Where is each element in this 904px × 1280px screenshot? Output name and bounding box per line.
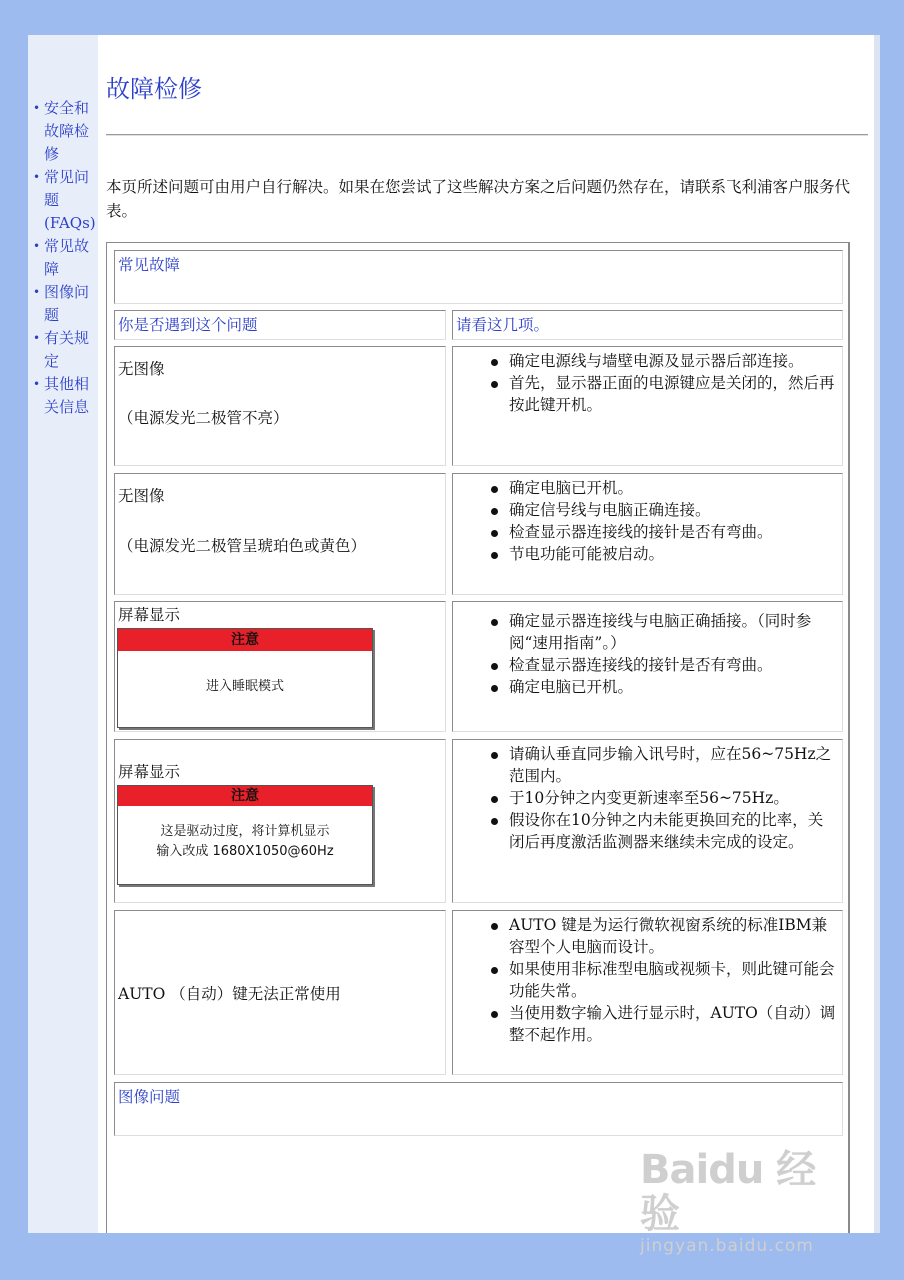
sidebar-item-common-problems[interactable] (28, 235, 98, 281)
intro-text: 本页所述问题可由用户自行解决。如果在您尝试了这些解决方案之后问题仍然存在，请联系飞利浦客户服务代表。 (106, 178, 851, 220)
problem-cell (114, 910, 446, 1075)
check-item: 检查显示器连接线的接针是否有弯曲。 (489, 654, 836, 676)
bullet-icon: • (33, 101, 41, 115)
sidebar-item-image-problems[interactable] (28, 281, 98, 327)
problem-text: 屏幕显示 (118, 763, 181, 781)
sidebar-link[interactable]: 图像问题 (44, 283, 90, 324)
baidu-logo-icon: Baidu 经验 (640, 1147, 816, 1237)
sidebar-item-regulations[interactable] (28, 327, 98, 373)
problem-cell (114, 739, 446, 903)
page-title: 故障检修 (106, 75, 202, 103)
section-title: 图像问题 (118, 1088, 181, 1106)
section-header-common (114, 250, 843, 304)
section-title: 常见故障 (118, 256, 181, 274)
bullet-icon: • (33, 170, 41, 184)
check-item: 于10分钟之内变更新速率至56~75Hz。 (489, 787, 836, 809)
problem-text: AUTO （自动）键无法正常使用 (118, 985, 341, 1003)
check-item: 检查显示器连接线的接针是否有弯曲。 (489, 521, 836, 543)
right-border (874, 35, 880, 1233)
divider (106, 134, 868, 136)
column-header-label: 你是否遇到这个问题 (118, 316, 258, 334)
osd-title: 注意 (118, 629, 372, 651)
watermark-url: jingyan.baidu.com (640, 1236, 814, 1256)
bullet-icon: • (33, 239, 41, 253)
osd-text-line-2: 输入改成 1680X1050@60Hz (156, 844, 334, 859)
check-cell (452, 346, 843, 466)
bullet-icon: • (33, 377, 41, 391)
bullet-icon: • (33, 285, 41, 299)
osd-text: 进入睡眠模式 (205, 679, 284, 694)
page-panel (28, 35, 880, 1233)
sidebar-item-safety[interactable] (28, 97, 98, 166)
problem-cell (114, 346, 446, 466)
osd-message-image (117, 785, 373, 885)
bullet-icon: • (33, 331, 41, 345)
sidebar-link[interactable]: 安全和故障检修 (44, 99, 90, 163)
check-cell (452, 910, 843, 1075)
sidebar-link[interactable]: 常见问题(FAQs) (44, 168, 96, 232)
check-item: 假设你在10分钟之内未能更换回充的比率，关闭后再度激活监测器来继续未完成的设定。 (489, 809, 836, 853)
sidebar-link[interactable]: 常见故障 (44, 237, 90, 278)
troubleshooting-table (106, 242, 850, 1233)
osd-title: 注意 (118, 786, 372, 806)
check-item: 请确认垂直同步输入讯号时，应在56~75Hz之范围内。 (489, 743, 836, 787)
sidebar-link[interactable]: 有关规定 (44, 329, 90, 370)
check-item: 确定电源线与墙壁电源及显示器后部连接。 (489, 350, 836, 372)
check-item: 节电功能可能被启动。 (489, 543, 836, 565)
column-header-label: 请看这几项。 (456, 316, 550, 334)
sidebar-link[interactable]: 其他相关信息 (44, 375, 90, 416)
check-cell (452, 473, 843, 595)
section-header-image (114, 1082, 843, 1136)
sidebar-nav (28, 35, 98, 1233)
check-cell (452, 739, 843, 903)
problem-cell (114, 601, 446, 732)
problem-text: 无图像 (118, 360, 165, 378)
check-item: 如果使用非标准型电脑或视频卡，则此键可能会功能失常。 (489, 958, 836, 1002)
sidebar-item-other-info[interactable] (28, 373, 98, 419)
problem-text: 屏幕显示 (118, 606, 181, 624)
osd-text-line-1: 这是驱动过度，将计算机显示 (160, 824, 330, 839)
problem-cell (114, 473, 446, 595)
column-header-problem (114, 310, 446, 340)
check-item: 首先，显示器正面的电源键应是关闭的，然后再按此键开机。 (489, 372, 836, 416)
sidebar-item-faqs[interactable] (28, 166, 98, 235)
watermark (640, 1147, 850, 1256)
check-item: 确定显示器连接线与电脑正确插接。（同时参阅“速用指南”。） (489, 610, 836, 654)
check-item: 确定信号线与电脑正确连接。 (489, 499, 836, 521)
problem-subtext: （电源发光二极管呈琥珀色或黄色） (118, 537, 367, 555)
osd-message-image (117, 628, 373, 728)
check-item: 确定电脑已开机。 (489, 477, 836, 499)
check-item: AUTO 键是为运行微软视窗系统的标准IBM兼容型个人电脑而设计。 (489, 914, 836, 958)
problem-text: 无图像 (118, 487, 165, 505)
check-item: 确定电脑已开机。 (489, 676, 836, 698)
check-item: 当使用数字输入进行显示时，AUTO（自动）调整不起作用。 (489, 1002, 836, 1046)
problem-subtext: （电源发光二极管不亮） (118, 409, 289, 427)
column-header-check (452, 310, 843, 340)
check-cell (452, 601, 843, 732)
